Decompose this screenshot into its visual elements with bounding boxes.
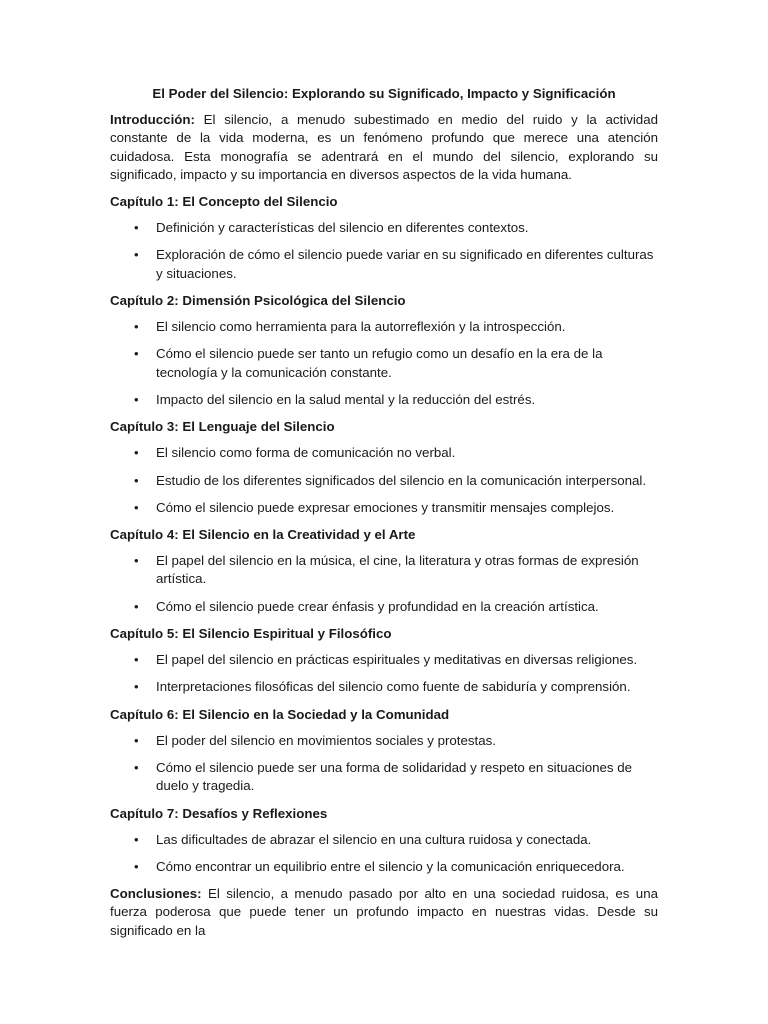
list-item-text: Exploración de cómo el silencio puede variar en su significado en diferentes culturas y situaciones. (156, 247, 654, 281)
conclusion-label: Conclusiones: (110, 886, 202, 902)
list-item (110, 552, 658, 589)
list-item-text: Las dificultades de abrazar el silencio en una cultura ruidosa y conectada. (156, 831, 592, 847)
bullet-icon: • (134, 732, 139, 748)
list-item (110, 444, 658, 462)
list-item-text: Cómo el silencio puede ser una forma de solidaridad y respeto en situaciones de duelo y tragedia. (156, 759, 633, 794)
list-item (110, 499, 658, 517)
bullet-icon: • (134, 472, 139, 488)
bullet-icon: • (134, 858, 139, 874)
list-item (110, 858, 658, 876)
bullet-icon: • (134, 679, 139, 695)
list-item (110, 345, 658, 382)
list-item (110, 732, 658, 750)
introduction-label: Introducción: (110, 112, 195, 127)
chapter-heading: Capítulo 6: El Silencio en la Sociedad y la Comunidad (110, 706, 450, 722)
list-item-text: Cómo encontrar un equilibrio entre el silencio y la comunicación enriquecedora. (156, 858, 625, 874)
bullet-icon: • (134, 346, 139, 362)
chapter-heading: Capítulo 5: El Silencio Espiritual y Filosófico (110, 626, 392, 642)
chapter-bullet-list (110, 552, 658, 616)
list-item (110, 651, 658, 669)
list-item (110, 219, 658, 237)
conclusion-paragraph (110, 885, 658, 940)
list-item-text: El silencio como herramienta para la autorreflexión y la introspección. (156, 319, 566, 335)
list-item-text: Interpretaciones filosóficas del silencio como fuente de sabiduría y comprensión. (156, 679, 631, 695)
list-item (110, 318, 658, 336)
list-item (110, 246, 658, 283)
list-item (110, 472, 658, 490)
list-item (110, 678, 658, 696)
chapter-heading: Capítulo 4: El Silencio en la Creatividad y el Arte (110, 527, 416, 543)
chapter-bullet-list (110, 219, 658, 283)
chapters-container (110, 193, 658, 876)
list-item (110, 759, 658, 796)
list-item (110, 831, 658, 849)
chapter-heading: Capítulo 2: Dimensión Psicológica del Silencio (110, 293, 406, 309)
chapter-heading: Capítulo 3: El Lenguaje del Silencio (110, 419, 335, 435)
bullet-icon: • (134, 319, 139, 335)
chapter-bullet-list (110, 732, 658, 796)
list-item-text: Cómo el silencio puede ser tanto un refugio como un desafío en la era de la tecnología y la comunicación constante. (156, 346, 603, 380)
document-title: El Poder del Silencio: Explorando su Significado, Impacto y Significación (152, 86, 616, 101)
bullet-icon: • (134, 831, 139, 847)
bullet-icon: • (134, 220, 139, 236)
chapter-bullet-list (110, 318, 658, 409)
chapter-heading: Capítulo 7: Desafíos y Reflexiones (110, 805, 328, 821)
list-item-text: El papel del silencio en prácticas espirituales y meditativas en diversas religiones. (156, 652, 638, 668)
list-item-text: Estudio de los diferentes significados del silencio en la comunicación interpersonal. (156, 472, 647, 488)
list-item-text: Impacto del silencio en la salud mental y la reducción del estrés. (156, 391, 536, 407)
list-item-text: Cómo el silencio puede crear énfasis y profundidad en la creación artística. (156, 598, 599, 614)
bullet-icon: • (134, 247, 139, 263)
list-item (110, 391, 658, 409)
list-item-text: El poder del silencio en movimientos sociales y protestas. (156, 732, 496, 748)
bullet-icon: • (134, 553, 139, 569)
conclusion-text: El silencio, a menudo pasado por alto en una sociedad ruidosa, es una fuerza poderosa que puede tener un profundo impacto en nuestras vidas. Desde su significado en la (110, 886, 658, 938)
list-item-text: Definición y características del silencio en diferentes contextos. (156, 220, 529, 236)
bullet-icon: • (134, 759, 139, 775)
list-item-text: Cómo el silencio puede expresar emociones y transmitir mensajes complejos. (156, 499, 615, 515)
bullet-icon: • (134, 499, 139, 515)
introduction-paragraph (110, 111, 658, 184)
chapter-bullet-list (110, 444, 658, 517)
bullet-icon: • (134, 598, 139, 614)
list-item (110, 598, 658, 616)
bullet-icon: • (134, 445, 139, 461)
chapter-heading: Capítulo 1: El Concepto del Silencio (110, 194, 338, 210)
chapter-bullet-list (110, 831, 658, 877)
introduction-text: El silencio, a menudo subestimado en medio del ruido y la actividad constante de la vida moderna, es un fenómeno profundo que merece una atención cuidadosa. Esta monografía se adentrará en el mundo del silencio, explorando su significado, impacto y su importancia en diversos aspectos de la vida humana. (110, 112, 658, 182)
list-item-text: El papel del silencio en la música, el cine, la literatura y otras formas de expresión artística. (156, 553, 639, 587)
bullet-icon: • (134, 391, 139, 407)
list-item-text: El silencio como forma de comunicación no verbal. (156, 445, 456, 461)
bullet-icon: • (134, 652, 139, 668)
chapter-bullet-list (110, 651, 658, 697)
